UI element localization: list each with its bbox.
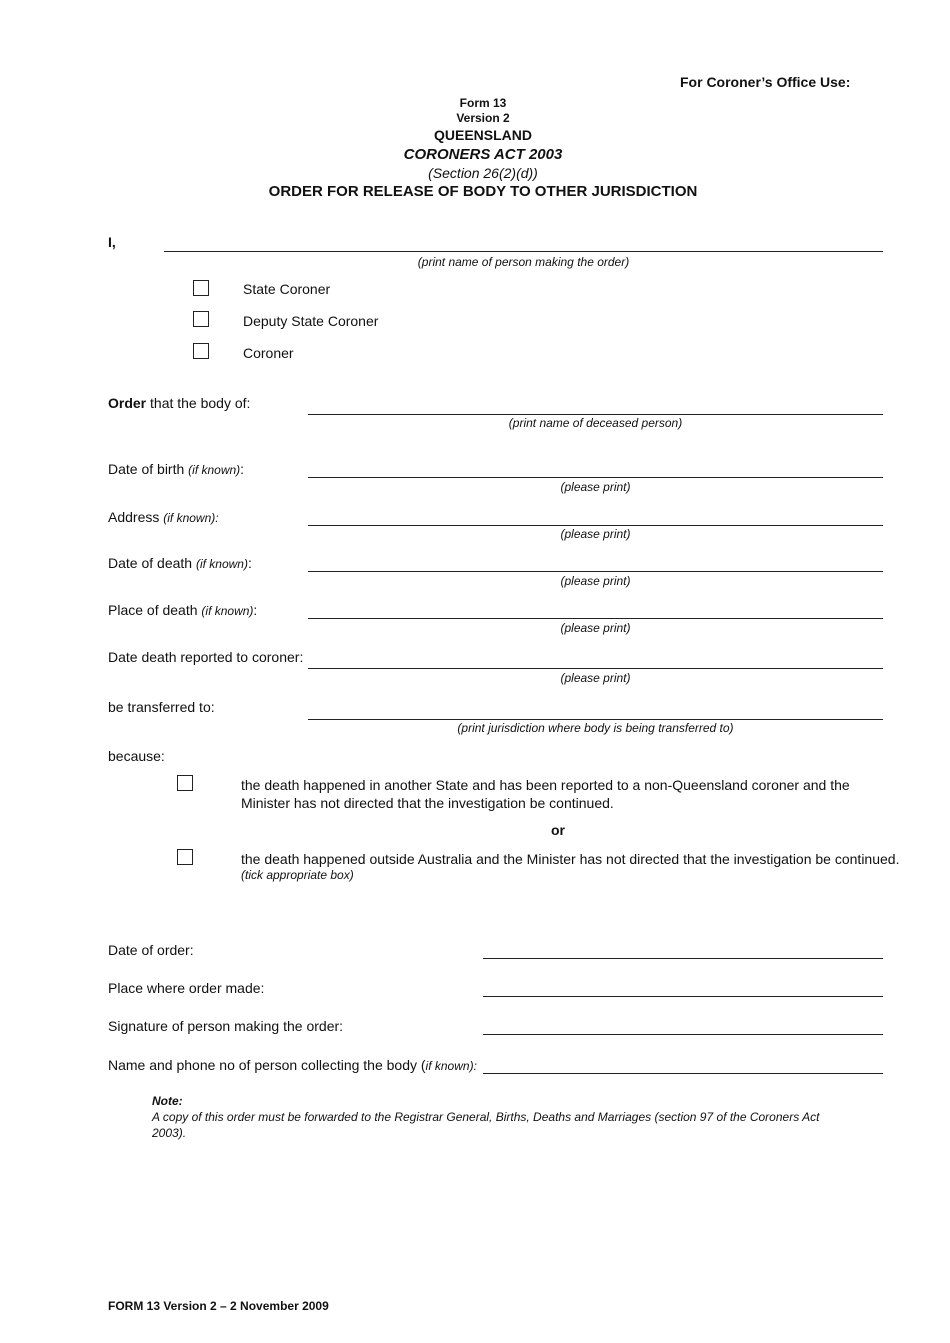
place-order-made-field[interactable] [483,996,883,997]
address-qualifier: (if known): [163,511,219,525]
person-name-field[interactable] [164,251,883,252]
place-of-death-label [108,602,257,618]
address-field[interactable] [308,525,883,526]
dod-qualifier: (if known) [195,557,248,571]
note-text: A copy of this order must be forwarded to the Registrar General, Births, Deaths and Marriages (section 97 of the Coroners Act 2003). [152,1110,820,1140]
collector-qualifier: if known): [425,1059,477,1073]
i-label: I, [108,234,116,250]
outside-australia-checkbox[interactable] [177,849,193,865]
collector-field[interactable] [483,1073,883,1074]
dob-suffix: : [240,461,245,477]
date-reported-field[interactable] [308,668,883,669]
transfer-jurisdiction-hint: (print jurisdiction where body is being transferred to) [457,721,734,735]
coroner-label: Coroner [243,345,294,361]
dob-field[interactable] [308,477,883,478]
date-reported-label: Date death reported to coroner: [108,649,304,665]
collector-label [108,1057,477,1073]
order-rest: that the body of: [146,395,251,411]
place-of-death-qualifier: (if known) [201,604,254,618]
date-reported-hint: (please print) [560,671,631,685]
dod-suffix: : [247,555,252,571]
date-of-order-label: Date of order: [108,942,194,958]
other-state-reason: the death happened in another State and has been reported to a non-Queensland coroner and the Minister has not directed that the investigation be continued. [241,777,850,811]
state-name: QUEENSLAND [433,127,532,143]
address-hint: (please print) [560,527,631,541]
place-of-death-suffix: : [253,602,258,618]
dob-label [108,461,244,477]
dob-qualifier: (if known) [188,463,241,477]
transfer-jurisdiction-field[interactable] [308,719,883,720]
place-order-made-label: Place where order made: [108,980,265,996]
outside-australia-reason: the death happened outside Australia and the Minister has not directed that the investigation be continued. [241,851,900,867]
dob-hint: (please print) [560,480,631,494]
form-title: ORDER FOR RELEASE OF BODY TO OTHER JURISDICTION [268,183,698,200]
act-title: CORONERS ACT 2003 [403,146,563,163]
deceased-name-field[interactable] [308,414,883,415]
because-label: because: [108,748,165,764]
place-of-death-field[interactable] [308,618,883,619]
order-label [108,395,250,411]
footer-form-version: FORM 13 Version 2 – 2 November 2009 [108,1299,329,1313]
state-coroner-checkbox[interactable] [193,280,209,296]
dod-hint: (please print) [560,574,631,588]
coroner-checkbox[interactable] [193,343,209,359]
other-state-checkbox[interactable] [177,775,193,791]
section-ref: (Section 26(2)(d)) [428,165,538,181]
deputy-state-coroner-checkbox[interactable] [193,311,209,327]
address-text: Address [108,509,164,525]
form-number: Form 13 [459,96,507,110]
deputy-state-coroner-label: Deputy State Coroner [243,313,379,329]
office-use-label: For Coroner’s Office Use: [680,74,851,90]
signature-field[interactable] [483,1034,883,1035]
dod-label [108,555,252,571]
or-separator: or [551,822,565,838]
date-of-order-field[interactable] [483,958,883,959]
signature-label: Signature of person making the order: [108,1018,344,1034]
person-name-hint: (print name of person making the order) [417,255,630,269]
tick-hint: (tick appropriate box) [241,868,354,882]
deceased-name-hint: (print name of deceased person) [508,416,683,430]
place-of-death-text: Place of death [108,602,202,618]
state-coroner-label: State Coroner [243,281,331,297]
note-heading: Note: [152,1094,183,1108]
place-of-death-hint: (please print) [560,621,631,635]
form-version: Version 2 [456,111,510,125]
dod-field[interactable] [308,571,883,572]
dod-text: Date of death [108,555,196,571]
transfer-label: be transferred to: [108,699,215,715]
form-header [233,96,733,202]
order-bold: Order [108,395,147,411]
collector-text: Name and phone no of person collecting the body ( [108,1057,426,1073]
address-label [108,509,219,525]
dob-text: Date of birth [108,461,189,477]
